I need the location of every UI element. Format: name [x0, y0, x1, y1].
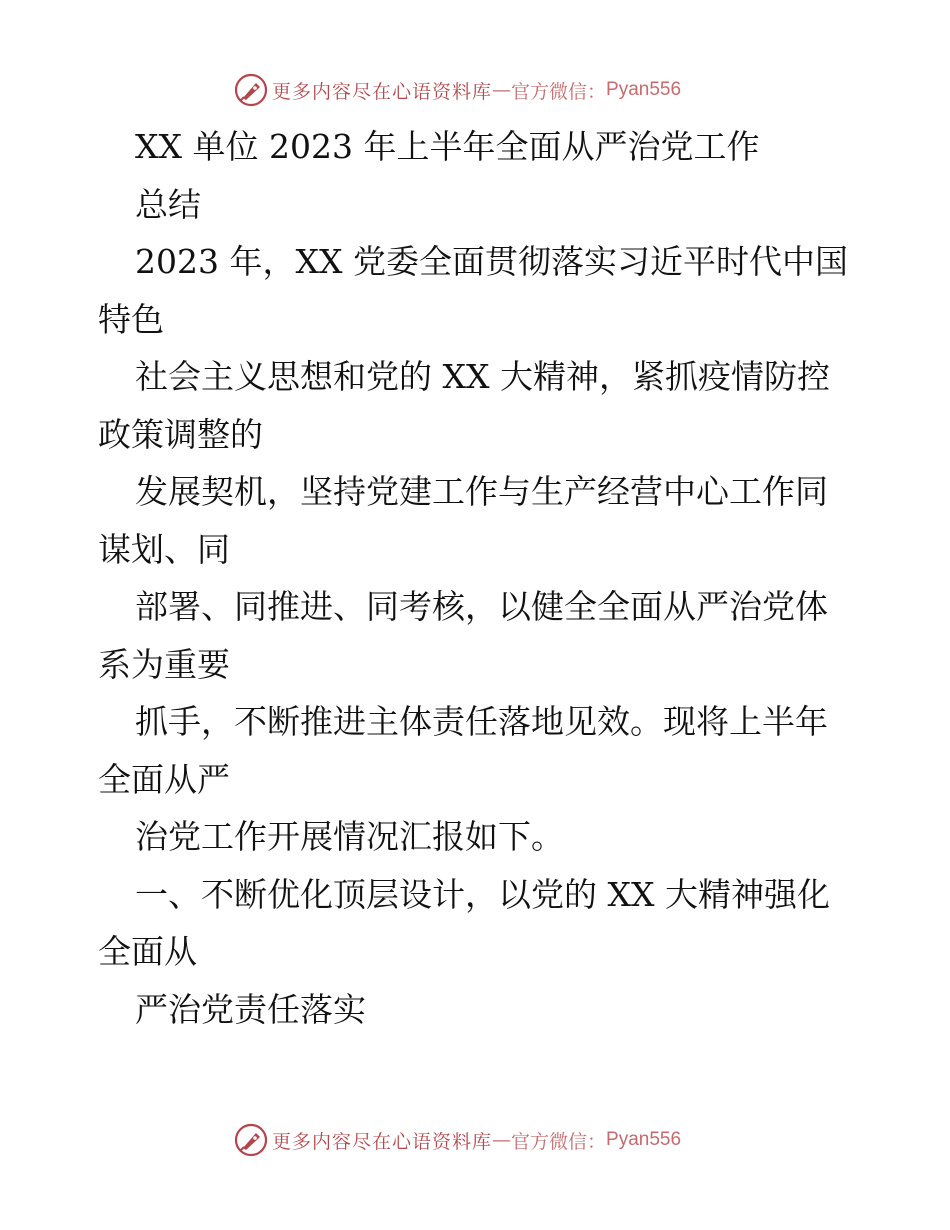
- banner-dash: —: [492, 79, 512, 101]
- doc-line: 政策调整的: [98, 414, 263, 454]
- pen-nib-logo-icon: [234, 73, 268, 107]
- header-banner: [234, 72, 754, 108]
- banner-text: 更多内容尽在心语资料库: [272, 80, 493, 103]
- banner-handle: Pyan556: [606, 79, 682, 100]
- footer-banner: [234, 1122, 754, 1158]
- pen-nib-logo-icon: [234, 1123, 268, 1157]
- doc-line: 谋划、同: [98, 529, 230, 569]
- banner-label: 官方微信：: [511, 1130, 607, 1153]
- banner-handle: Pyan556: [606, 1129, 682, 1150]
- doc-line: 治党工作开展情况汇报如下。: [135, 817, 564, 856]
- document-body: [0, 118, 950, 1038]
- doc-line: 社会主义思想和党的 XX 大精神，紧抓疫情防控: [135, 357, 830, 396]
- doc-line: 部署、同推进、同考核，以健全全面从严治党体: [135, 587, 828, 626]
- doc-line: 总结: [135, 184, 201, 224]
- banner-label: 官方微信：: [511, 80, 607, 103]
- doc-line: 特色: [98, 299, 164, 339]
- doc-line: 一、不断优化顶层设计，以党的 XX 大精神强化: [135, 874, 830, 914]
- doc-line: 全面从严: [98, 759, 230, 799]
- doc-line: 严治党责任落实: [135, 989, 366, 1029]
- doc-line: 抓手，不断推进主体责任落地见效。现将上半年: [135, 702, 828, 741]
- banner-text: 更多内容尽在心语资料库: [272, 1130, 493, 1153]
- banner-dash: —: [492, 1129, 512, 1151]
- doc-line: 系为重要: [98, 644, 230, 684]
- doc-line: 全面从: [98, 932, 197, 971]
- doc-line: 2023 年，XX 党委全面贯彻落实习近平时代中国: [135, 242, 848, 281]
- doc-line: 发展契机，坚持党建工作与生产经营中心工作同: [135, 472, 828, 511]
- doc-line: XX 单位 2023 年上半年全面从严治党工作: [135, 127, 760, 166]
